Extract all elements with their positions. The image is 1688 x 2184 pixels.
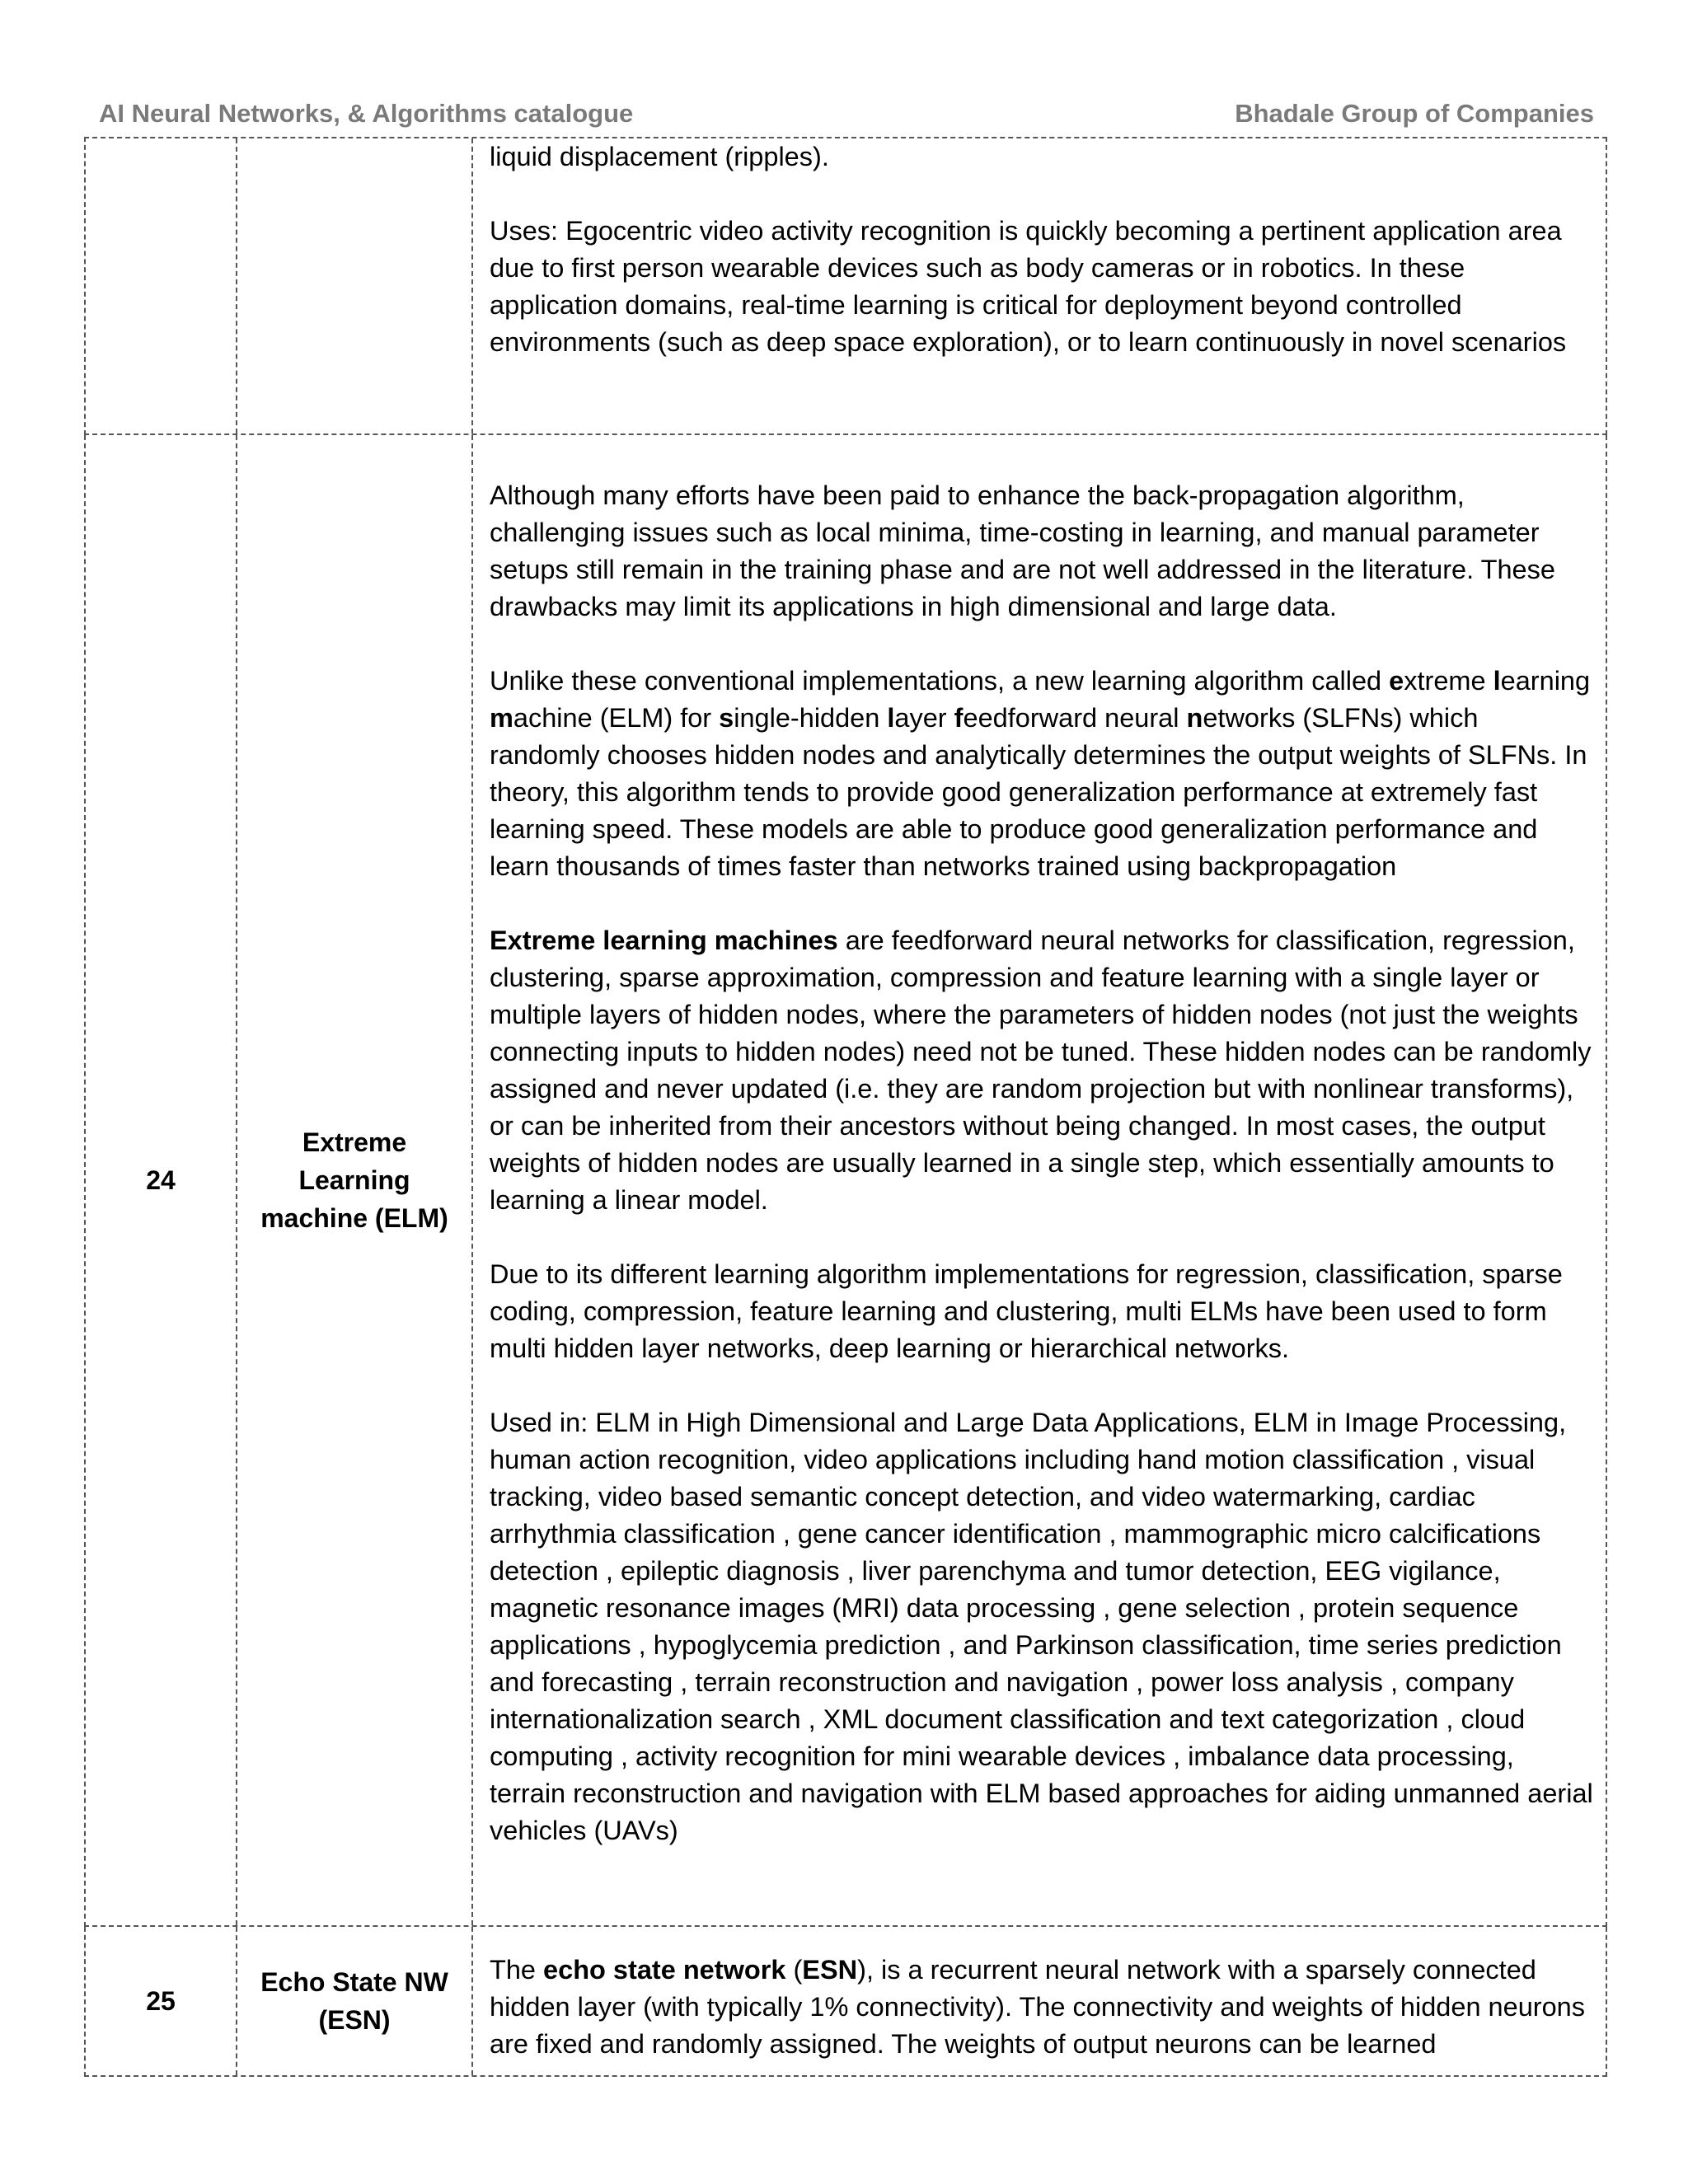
table-row: [84, 137, 1607, 435]
page-header: [99, 99, 1594, 135]
description-paragraph: Uses: Egocentric video activity recognition is quickly becoming a pertinent application area due to first person wearable devices such as body cameras or in robotics. In these application domains, real-time learning is critical for deployment beyond controlled environments (such as deep space exploration), or to learn continuously in novel scenarios: [490, 216, 1567, 357]
description-paragraph: Extreme learning machines are feedforward neural networks for classification, regression, clustering, sparse approximation, compression and feature learning with a single layer or multiple layers of hidden nodes, where the parameters of hidden nodes (not just the weights connecting inputs to hidden nodes) need not be tuned. These hidden nodes can be randomly assigned and never updated (i.e. they are random projection but with nonlinear transforms), or can be inherited from their ancestors without being changed. In most cases, the output weights of hidden nodes are usually learned in a single step, which essentially amounts to learning a linear model.: [490, 926, 1592, 1215]
table-row: [84, 1927, 1607, 2077]
catalogue-table: [84, 137, 1607, 2077]
description-paragraph: Although many efforts have been paid to enhance the back-propagation algorithm, challenging issues such as local minima, time-costing in learning, and manual parameter setups still remain in the training phase and are not well addressed in the literature. These drawbacks may limit its applications in high dimensional and large data.: [490, 480, 1555, 621]
row-name: [237, 138, 473, 434]
row-name: Extreme Learning machine (ELM): [237, 435, 473, 1925]
row-description: [475, 1927, 1606, 2075]
description-paragraph: liquid displacement (ripples).: [490, 142, 829, 171]
description-paragraph: Unlike these conventional implementations, a new learning algorithm called extreme learning machine (ELM) for single-hidden layer feedforward neural networks (SLFNs) which randomly chooses hidden nodes and analytically determines the output weights of SLFNs. In theory, this algorithm tends to provide good generalization performance at extremely fast learning speed. These models are able to produce good generalization performance and learn thousands of times faster than networks trained using backpropagation: [490, 666, 1591, 881]
row-number: [86, 138, 237, 434]
row-description: [475, 138, 1606, 434]
row-name: Echo State NW (ESN): [237, 1927, 473, 2075]
row-number: 25: [86, 1927, 237, 2075]
description-paragraph: Used in: ELM in High Dimensional and Large Data Applications, ELM in Image Processing, human action recognition, video applications including hand motion classification , visual tracking, video based semantic concept detection, and video watermarking, cardiac arrhythmia classification , gene cancer identification , mammographic micro calcifications detection , epileptic diagnosis , liver parenchyma and tumor detection, EEG vigilance, magnetic resonance images (MRI) data processing , gene selection , protein sequence applications , hypoglycemia prediction , and Parkinson classification, time series prediction and forecasting , terrain reconstruction and navigation , power loss analysis , company internationalization search , XML document classification and text categorization , cloud computing , activity recognition for mini wearable devices , imbalance data processing, terrain reconstruction and navigation with ELM based approaches for aiding unmanned aerial vehicles (UAVs): [490, 1408, 1593, 1845]
table-row: [84, 435, 1607, 1927]
description-paragraph: The echo state network (ESN), is a recurrent neural network with a sparsely connected hidden layer (with typically 1% connectivity). The connectivity and weights of hidden neurons are fixed and randomly assigned. The weights of output neurons can be learned: [490, 1955, 1586, 2059]
row-number: 24: [86, 435, 237, 1925]
header-company: Bhadale Group of Companies: [1235, 99, 1594, 128]
description-paragraph: Due to its different learning algorithm implementations for regression, classification, sparse coding, compression, feature learning and clustering, multi ELMs have been used to form multi hidden layer networks, deep learning or hierarchical networks.: [490, 1259, 1563, 1363]
row-description: [475, 435, 1606, 1925]
header-title: AI Neural Networks, & Algorithms catalogue: [99, 99, 634, 128]
